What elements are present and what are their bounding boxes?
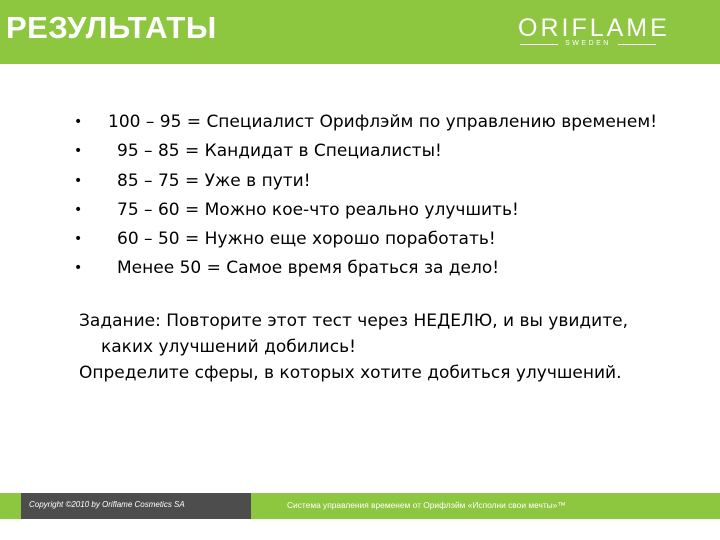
result-text: 100 – 95 = Специалист Орифлэйм по управлению временем! xyxy=(108,112,658,132)
result-text: 75 – 60 = Можно кое-что реально улучшить! xyxy=(117,199,519,220)
logo-rule-right xyxy=(618,44,656,45)
footer-system-name: Система управления временем от Орифлэйм «Исполни свои мечты»™ xyxy=(287,500,566,510)
logo-wordmark: ORIFLAME xyxy=(518,14,670,42)
logo-subtext: SWEDEN xyxy=(565,40,611,47)
footer-copyright: Copyright ©2010 by Oriflame Cosmetics SA xyxy=(29,500,185,509)
bullet-icon: • xyxy=(74,143,83,160)
task-line-3: Определите сферы, в которых хотите добиться улучшений. xyxy=(79,363,622,383)
task-line-2: каких улучшений добились! xyxy=(101,337,356,357)
bullet-icon: • xyxy=(74,260,83,277)
result-text: 60 – 50 = Нужно еще хорошо поработать! xyxy=(117,229,496,250)
bullet-icon: • xyxy=(74,231,83,248)
task-line-1: Задание: Повторите этот тест через НЕДЕЛЮ, и вы увидите, xyxy=(79,311,628,331)
result-text: Менее 50 = Самое время браться за дело! xyxy=(117,258,500,279)
logo-subline xyxy=(518,39,658,49)
bullet-icon: • xyxy=(74,114,83,130)
slide-title: РЕЗУЛЬТАТЫ xyxy=(6,10,217,45)
task-block xyxy=(79,308,709,386)
result-text: 95 – 85 = Кандидат в Специалисты! xyxy=(117,141,442,162)
bullet-icon: • xyxy=(74,172,83,189)
oriflame-logo xyxy=(518,14,670,48)
bullet-icon: • xyxy=(74,201,83,218)
logo-rule-left xyxy=(520,44,558,45)
result-text: 85 – 75 = Уже в пути! xyxy=(117,170,311,191)
